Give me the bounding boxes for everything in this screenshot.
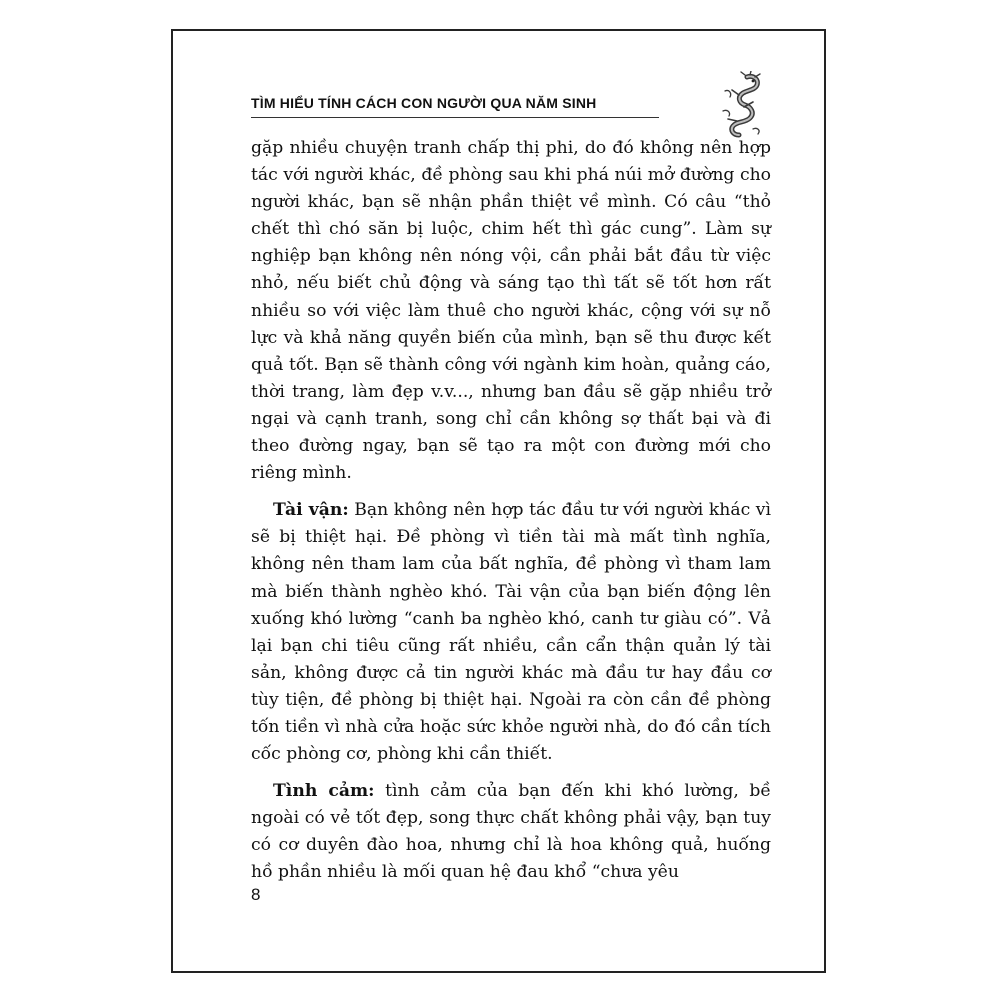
dragon-icon: [717, 71, 763, 139]
running-header: [251, 89, 659, 118]
body-text: [251, 135, 771, 887]
paragraph-love-text: tình cảm của bạn đến khi khó lường, bề ngoài có vẻ tốt đẹp, song thực chất không phải vậy, bạn tuy có cơ duyên đào hoa, nhưng chỉ là hoa không quả, huống hồ phần nhiều là mối quan hệ đau khổ “chưa yêu: [251, 781, 771, 883]
term-wealth: Tài vận:: [273, 500, 349, 521]
paragraph-love: [251, 778, 771, 886]
term-love: Tình cảm:: [273, 781, 375, 802]
paragraph-wealth: [251, 497, 771, 768]
book-page: [171, 29, 826, 973]
header-title: TÌM HIỂU TÍNH CÁCH CON NGƯỜI QUA NĂM SINH: [251, 95, 597, 111]
paragraph-wealth-text: Bạn không nên hợp tác đầu tư với người khác vì sẽ bị thiệt hại. Đề phòng vì tiền tài mà mất tình nghĩa, không nên tham lam của bất nghĩa, đề phòng vì tham lam mà biến thành nghèo khó. Tài vận của bạn biến động lên xuống khó lường “canh ba nghèo khó, canh tư giàu có”. Vả lại bạn chi tiêu cũng rất nhiều, cần cẩn thận quản lý tài sản, không được cả tin người khác mà đầu tư hay đầu cơ tùy tiện, đề phòng bị thiệt hại. Ngoài ra còn cần đề phòng tốn tiền vì nhà cửa hoặc sức khỏe người nhà, do đó cần tích cốc phòng cơ, phòng khi cần thiết.: [251, 500, 771, 765]
page-number: 8: [251, 885, 261, 904]
paragraph-career-continued: gặp nhiều chuyện tranh chấp thị phi, do đó không nên hợp tác với người khác, đề phòng sau khi phá núi mở đường cho người khác, bạn sẽ nhận phần thiệt về mình. Có câu “thỏ chết thì chó săn bị luộc, chim hết thì gác cung”. Làm sự nghiệp bạn không nên nóng vội, cần phải bắt đầu từ việc nhỏ, nếu biết chủ động và sáng tạo thì tất sẽ tốt hơn rất nhiều so với việc làm thuê cho người khác, cộng với sự nỗ lực và khả năng quyền biến của mình, bạn sẽ thu được kết quả tốt. Bạn sẽ thành công với ngành kim hoàn, quảng cáo, thời trang, làm đẹp v.v..., nhưng ban đầu sẽ gặp nhiều trở ngại và cạnh tranh, song chỉ cần không sợ thất bại và đi theo đường ngay, bạn sẽ tạo ra một con đường mới cho riêng mình.: [251, 138, 771, 484]
